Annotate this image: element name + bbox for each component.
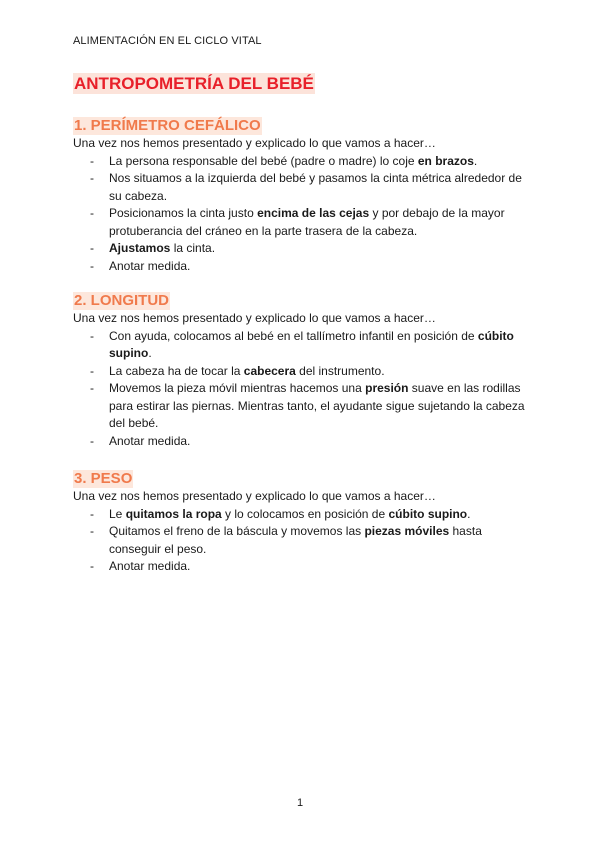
item-text: .: [473, 153, 478, 168]
bullet-dash: -: [90, 171, 94, 185]
section-heading: 3. PESO: [74, 470, 133, 487]
bold-text: Ajustamos: [109, 241, 171, 255]
section-head-circumference: [73, 117, 533, 275]
list-item: [73, 363, 533, 381]
item-text: Anotar medida.: [109, 258, 191, 273]
section-length: [73, 292, 533, 450]
running-header: ALIMENTACIÓN EN EL CICLO VITAL: [73, 35, 262, 47]
bullet-dash: -: [90, 506, 94, 521]
item-text: y lo colocamos en posición de: [221, 506, 389, 521]
bullet-dash: -: [90, 363, 94, 378]
item-text: Movemos la pieza móvil mientras hacemos una: [109, 381, 366, 395]
bullet-dash: -: [90, 153, 94, 168]
item-text: del instrumento.: [295, 363, 385, 378]
bullet-dash: -: [90, 559, 94, 573]
bold-text: presión: [365, 381, 409, 395]
list-item: [73, 328, 533, 363]
item-text: Nos situamos a la izquierda del bebé y pasamos la cinta métrica alrededor de su cabeza.: [109, 171, 522, 203]
item-text: hasta conseguir el peso.: [109, 524, 482, 556]
section-weight: [73, 470, 533, 576]
bold-text: cúbito supino: [109, 328, 514, 360]
bold-text: quitamos la ropa: [125, 506, 222, 521]
list-item: [73, 558, 533, 576]
document-title: ANTROPOMETRÍA DEL BEBÉ: [74, 74, 314, 93]
list-item: [73, 258, 533, 276]
bullet-dash: -: [90, 328, 94, 343]
bold-text: cabecera: [243, 363, 296, 378]
page-number: 1: [296, 797, 304, 809]
list-item: [73, 523, 533, 558]
item-text: Anotar medida.: [109, 559, 191, 573]
section-intro: Una vez nos hemos presentado y explicado lo que vamos a hacer…: [73, 311, 436, 325]
bullet-dash: -: [90, 381, 94, 395]
step-list: [73, 153, 533, 276]
item-text: y por debajo de la mayor protuberancia del cráneo en la parte trasera de la cabeza.: [109, 206, 505, 238]
bold-text: en brazos: [417, 153, 474, 168]
item-text: Posicionamos la cinta justo: [109, 206, 258, 220]
item-text: La persona responsable del bebé (padre o madre) lo coje: [109, 153, 418, 168]
section-intro: Una vez nos hemos presentado y explicado lo que vamos a hacer…: [73, 489, 436, 503]
list-item: [73, 153, 533, 171]
item-text: Le: [109, 506, 126, 521]
section-heading: 1. PERÍMETRO CEFÁLICO: [74, 117, 261, 134]
item-text: suave en las rodillas para estirar las piernas. Mientras tanto, el ayudante sigue sujetando la cabeza del bebé.: [109, 381, 525, 430]
item-text: Quitamos el freno de la báscula y movemos las: [109, 524, 365, 538]
bold-text: piezas móviles: [364, 524, 450, 538]
item-text: La cabeza ha de tocar la: [109, 363, 244, 378]
step-list: [73, 328, 533, 451]
list-item: [73, 240, 533, 258]
list-item: [73, 380, 533, 433]
section-intro: Una vez nos hemos presentado y explicado lo que vamos a hacer…: [73, 136, 436, 150]
item-text: .: [467, 506, 471, 521]
section-heading: 2. LONGITUD: [74, 292, 170, 309]
list-item: [73, 506, 533, 524]
step-list: [73, 506, 533, 576]
bullet-dash: -: [90, 258, 94, 273]
bold-text: encima de las cejas: [257, 206, 370, 220]
list-item: [73, 170, 533, 205]
list-item: [73, 205, 533, 240]
bullet-dash: -: [90, 524, 94, 538]
item-text: Con ayuda, colocamos al bebé en el tallímetro infantil en posición de: [109, 328, 478, 343]
bullet-dash: -: [90, 433, 94, 448]
item-text: Anotar medida.: [109, 433, 191, 448]
item-text: .: [148, 346, 152, 360]
bullet-dash: -: [90, 206, 94, 220]
list-item: [73, 433, 533, 451]
bullet-dash: -: [90, 241, 94, 255]
item-text: la cinta.: [170, 241, 216, 255]
bold-text: cúbito supino: [388, 506, 468, 521]
